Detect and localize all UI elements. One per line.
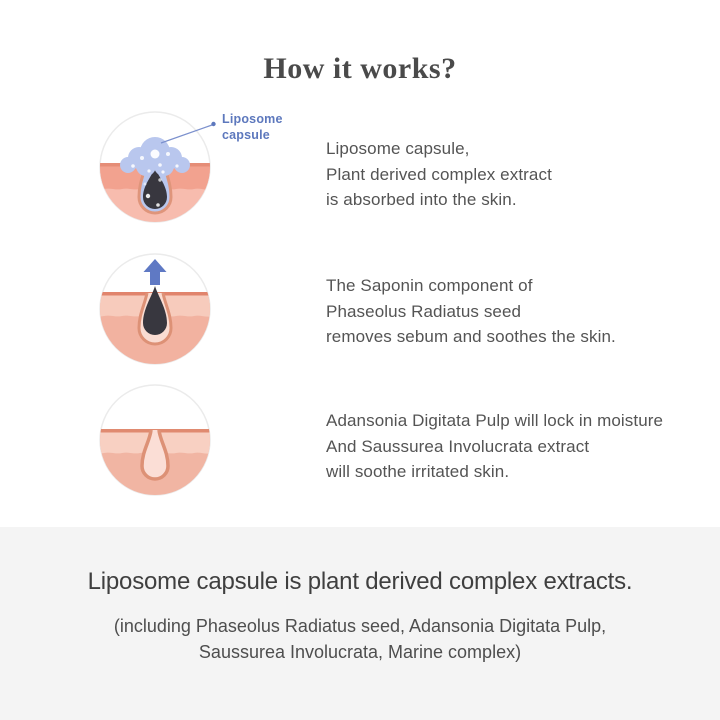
step2-line2: Phaseolus Radiatus seed [326, 301, 522, 321]
step2-line1: The Saponin component of [326, 276, 533, 295]
step1-line1: Liposome capsule, [326, 139, 470, 158]
step3-line1: Adansonia Digitata Pulp will lock in moisture [326, 411, 664, 430]
summary-headline: Liposome capsule is plant derived complex extracts. [87, 568, 633, 595]
step1-line3: is absorbed into the skin. [326, 190, 517, 209]
capsule-pointer-line [153, 117, 225, 149]
summary-subtext-line1: (including Phaseolus Radiatus seed, Adansonia Digitata Pulp, [113, 616, 607, 636]
clean-pore-illustration [98, 383, 212, 497]
summary-band [0, 527, 720, 720]
step3-line3: will soothe irritated skin. [326, 462, 510, 481]
step1-line2: Plant derived complex extract [326, 164, 552, 184]
capsule-label-line1: Liposome [222, 112, 283, 126]
summary-subtext [0, 613, 720, 665]
capsule-label-line2: capsule [222, 128, 270, 142]
sebum-extraction-illustration [98, 252, 212, 366]
liposome-capsule-label [222, 111, 283, 143]
step3-description [326, 408, 663, 485]
step3-line2: And Saussurea Involucrata extract [326, 436, 590, 456]
step2-description [326, 273, 616, 350]
step2-line3: removes sebum and soothes the skin. [326, 327, 616, 346]
page-title: How it works? [263, 52, 457, 85]
summary-subtext-line2: Saussurea Involucrata, Marine complex) [198, 642, 522, 662]
step1-description [326, 136, 552, 213]
